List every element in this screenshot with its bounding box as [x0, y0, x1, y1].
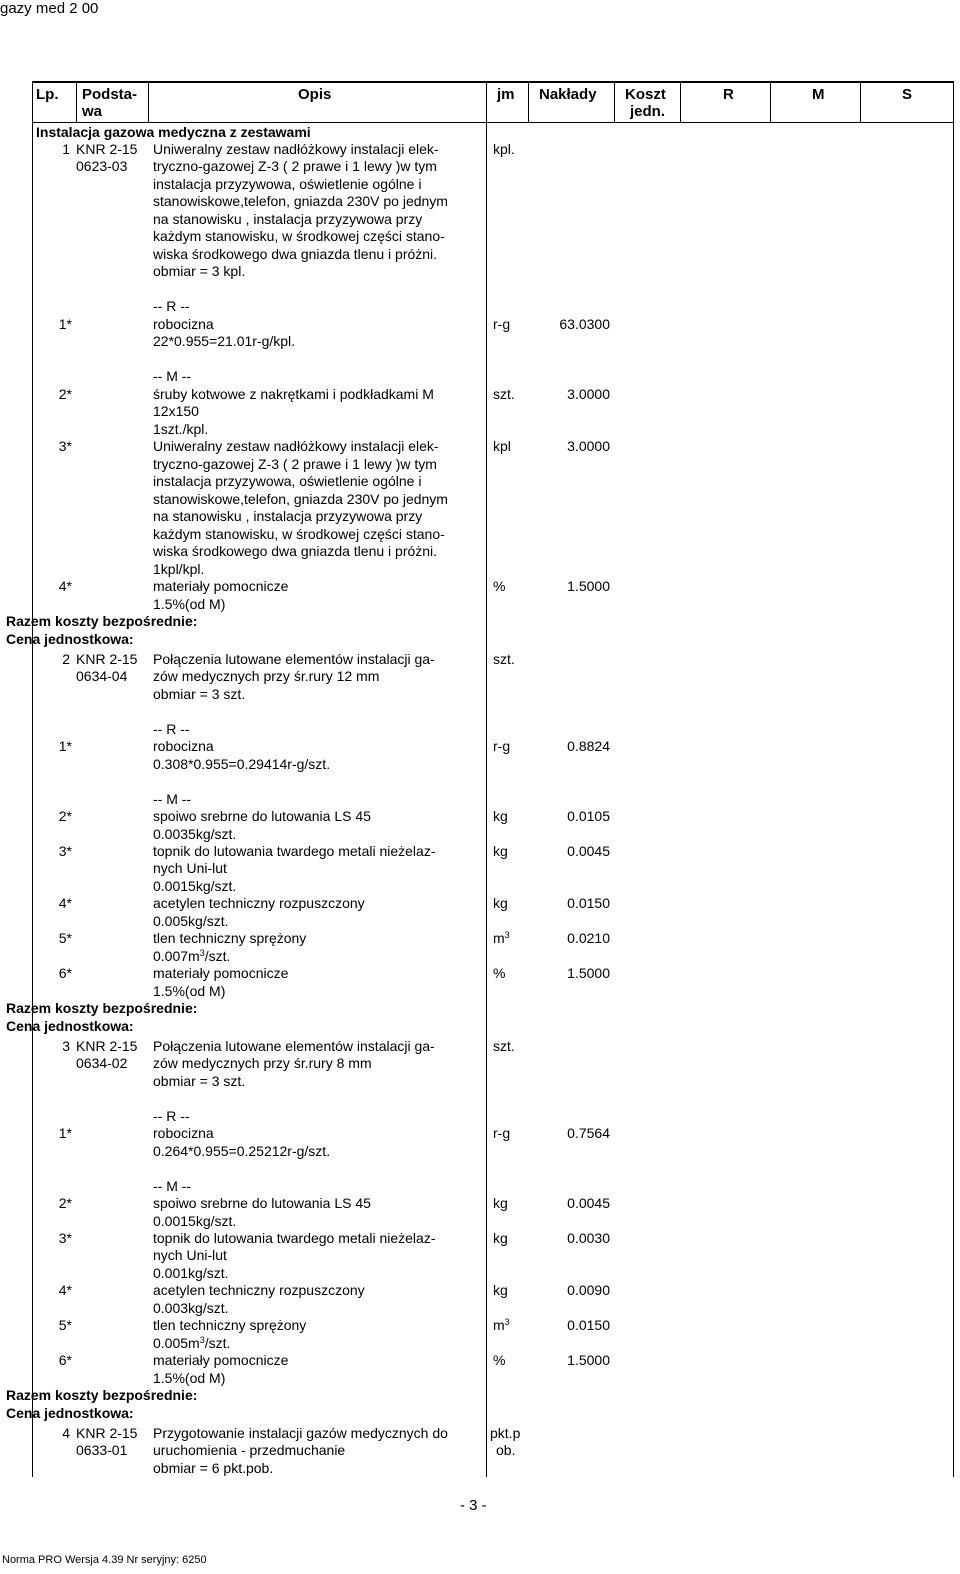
item-name: acetylen techniczny rozpuszczony — [153, 895, 365, 911]
header-lp: Lp. — [36, 86, 59, 103]
item-num: 6* — [58, 965, 72, 981]
item-name: tryczno-gazowej Z-3 ( 2 prawe i 1 lewy )w tym — [153, 456, 437, 472]
item-name: robocizna — [153, 1125, 214, 1141]
item-jm: kg — [493, 808, 508, 824]
item-num: 1* — [58, 316, 72, 332]
header-bottom-border — [32, 122, 954, 123]
item-value: 63.0300 — [559, 316, 610, 332]
item-norm: 0.0035kg/szt. — [153, 826, 237, 842]
group-label-m: -- M -- — [153, 791, 192, 807]
item-norm: 1.5%(od M) — [153, 596, 226, 612]
item-value: 0.0150 — [567, 895, 610, 911]
item-jm: $m^3$ — [493, 930, 510, 946]
item-num: 2* — [58, 1195, 72, 1211]
header-s: S — [902, 86, 913, 103]
razem-label: Razem koszty bezpośrednie: — [6, 1387, 198, 1403]
position-basis-code: 0634-04 — [76, 668, 128, 684]
item-name: stanowiskowe,telefon, gniazda 230V po jednym — [153, 491, 448, 507]
group-label-m: -- M -- — [153, 1178, 192, 1194]
group-label-r: -- R -- — [153, 1108, 190, 1124]
position-desc-line: każdym stanowisku, w środkowej części stano- — [153, 228, 445, 244]
item-value: 0.0210 — [567, 930, 610, 946]
item-jm: kg — [493, 1230, 508, 1246]
cena-label: Cena jednostkowa: — [6, 1405, 134, 1421]
group-label-r: -- R -- — [153, 298, 190, 314]
item-num: 3* — [58, 1230, 72, 1246]
col-divider-lp — [76, 81, 77, 123]
header-m: M — [812, 86, 825, 103]
col-divider-m — [860, 81, 861, 123]
item-num: 4* — [58, 895, 72, 911]
position-jm: kpl. — [493, 141, 515, 157]
item-jm: r-g — [493, 1125, 511, 1141]
position-desc-line: zów medycznych przy śr.rury 12 mm — [153, 668, 380, 684]
item-jm: kg — [493, 895, 508, 911]
page-number: - 3 - — [460, 1497, 487, 1514]
item-norm: $0.005m^3$/szt. — [153, 1335, 231, 1351]
item-value: 0.8824 — [567, 738, 610, 754]
position-desc-line: uruchomienia - przedmuchanie — [153, 1442, 346, 1458]
group-label-r: -- R -- — [153, 721, 190, 737]
item-jm: r-g — [493, 316, 511, 332]
item-name: 12x150 — [153, 403, 199, 419]
item-num: 5* — [58, 1317, 72, 1333]
item-num: 3* — [58, 438, 72, 454]
item-jm: r-g — [493, 738, 511, 754]
item-num: 1* — [58, 738, 72, 754]
item-name: tlen techniczny sprężony — [153, 930, 307, 946]
item-norm: 0.264*0.955=0.25212r-g/szt. — [153, 1143, 331, 1159]
item-jm: $m^3$ — [493, 1317, 510, 1333]
item-value: 1.5000 — [567, 578, 610, 594]
item-norm: 1.5%(od M) — [153, 983, 226, 999]
position-desc-line: tryczno-gazowej Z-3 ( 2 prawe i 1 lewy )w tym — [153, 158, 437, 174]
item-value: 1.5000 — [567, 1352, 610, 1368]
item-name: materiały pomocnicze — [153, 578, 289, 594]
item-jm: % — [493, 965, 506, 981]
item-num: 1* — [58, 1125, 72, 1141]
item-norm: 0.0015kg/szt. — [153, 878, 237, 894]
item-norm: 0.001kg/szt. — [153, 1265, 229, 1281]
position-desc-line: obmiar = 3 szt. — [153, 686, 246, 702]
item-name: na stanowisku , instalacja przyzywowa przy — [153, 508, 423, 524]
table-right-border — [953, 81, 954, 1477]
item-name: topnik do lutowania twardego metali nieżelaz- — [153, 843, 436, 859]
position-desc-line: stanowiskowe,telefon, gniazda 230V po jednym — [153, 193, 448, 209]
item-name: każdym stanowisku, w środkowej części stano- — [153, 526, 445, 542]
position-desc-line: obmiar = 3 kpl. — [153, 263, 246, 279]
header-koszt-1: Koszt — [625, 86, 666, 103]
position-desc-line: na stanowisku , instalacja przyzywowa przy — [153, 211, 423, 227]
col-divider-podstawa — [148, 81, 149, 123]
table-left-border — [32, 81, 33, 1477]
razem-label: Razem koszty bezpośrednie: — [6, 613, 198, 629]
position-desc-line: Połączenia lutowane elementów instalacji ga- — [153, 651, 435, 667]
item-value: 0.0150 — [567, 1317, 610, 1333]
item-name: instalacja przyzywowa, oświetlenie ogólne i — [153, 473, 422, 489]
header-opis: Opis — [298, 86, 332, 103]
item-name: robocizna — [153, 316, 214, 332]
header-koszt-2: jedn. — [630, 103, 666, 120]
position-basis-code: 0634-02 — [76, 1055, 128, 1071]
position-lp: 1 — [62, 141, 70, 157]
position-desc-line: obmiar = 3 szt. — [153, 1073, 246, 1089]
item-jm: kg — [493, 843, 508, 859]
item-norm: 1kpl/kpl. — [153, 561, 205, 577]
item-value: 0.0105 — [567, 808, 610, 824]
item-num: 2* — [58, 386, 72, 402]
item-jm: kpl — [493, 438, 511, 454]
document-title: gazy med 2 00 — [0, 0, 99, 17]
position-desc-line: zów medycznych przy śr.rury 8 mm — [153, 1055, 372, 1071]
item-jm: kg — [493, 1282, 508, 1298]
header-jm: jm — [497, 86, 515, 103]
item-name: topnik do lutowania twardego metali nieżelaz- — [153, 1230, 436, 1246]
cena-label: Cena jednostkowa: — [6, 1018, 134, 1034]
item-name: śruby kotwowe z nakrętkami i podkładkami M — [153, 386, 434, 402]
position-basis: KNR 2-15 — [76, 651, 138, 667]
item-value: 3.0000 — [567, 438, 610, 454]
item-name: tlen techniczny sprężony — [153, 1317, 307, 1333]
item-value: 1.5000 — [567, 965, 610, 981]
item-norm: $0.007m^3$/szt. — [153, 948, 231, 964]
col-divider-naklady — [614, 81, 615, 123]
col-divider-r — [770, 81, 771, 123]
table-top-border — [32, 81, 954, 83]
position-jm: pkt.p — [490, 1425, 521, 1441]
position-jm-cont: ob. — [496, 1442, 516, 1458]
item-name: wiska środkowego dwa gniazda tlenu i próżni. — [153, 543, 438, 559]
item-jm: % — [493, 578, 506, 594]
position-lp: 3 — [62, 1038, 70, 1054]
position-basis: KNR 2-15 — [76, 1425, 138, 1441]
position-desc-line: obmiar = 6 pkt.pob. — [153, 1460, 274, 1476]
item-norm: 0.0015kg/szt. — [153, 1213, 237, 1229]
col-divider-koszt — [680, 81, 681, 123]
col-divider-opis — [486, 81, 487, 1477]
item-value: 0.0045 — [567, 843, 610, 859]
item-jm: kg — [493, 1195, 508, 1211]
position-jm: szt. — [493, 651, 515, 667]
item-norm: 0.005kg/szt. — [153, 913, 229, 929]
position-lp: 4 — [62, 1425, 70, 1441]
item-value: 0.0090 — [567, 1282, 610, 1298]
item-jm: szt. — [493, 386, 515, 402]
position-desc-line: wiska środkowego dwa gniazda tlenu i próżni. — [153, 246, 438, 262]
position-desc-line: instalacja przyzywowa, oświetlenie ogólne i — [153, 176, 422, 192]
item-name: spoiwo srebrne do lutowania LS 45 — [153, 808, 371, 824]
position-desc-line: Uniweralny zestaw nadłóżkowy instalacji elek- — [153, 141, 439, 157]
position-basis-code: 0623-03 — [76, 158, 128, 174]
item-name: materiały pomocnicze — [153, 965, 289, 981]
item-num: 2* — [58, 808, 72, 824]
section-title: Instalacja gazowa medyczna z zestawami — [36, 124, 311, 140]
item-norm: 22*0.955=21.01r-g/kpl. — [153, 333, 296, 349]
item-num: 3* — [58, 843, 72, 859]
item-name: materiały pomocnicze — [153, 1352, 289, 1368]
position-basis: KNR 2-15 — [76, 141, 138, 157]
item-name: acetylen techniczny rozpuszczony — [153, 1282, 365, 1298]
item-jm: % — [493, 1352, 506, 1368]
group-label-m: -- M -- — [153, 368, 192, 384]
item-norm: 1szt./kpl. — [153, 421, 209, 437]
item-name: robocizna — [153, 738, 214, 754]
item-num: 5* — [58, 930, 72, 946]
header-naklady: Nakłady — [539, 86, 597, 103]
position-jm: szt. — [493, 1038, 515, 1054]
item-value: 0.0030 — [567, 1230, 610, 1246]
item-norm: 0.003kg/szt. — [153, 1300, 229, 1316]
item-value: 0.0045 — [567, 1195, 610, 1211]
item-norm: 0.308*0.955=0.29414r-g/szt. — [153, 756, 331, 772]
item-name: nych Uni-lut — [153, 1247, 227, 1263]
item-value: 3.0000 — [567, 386, 610, 402]
col-divider-jm — [528, 81, 529, 123]
header-podstawa-2: wa — [82, 103, 103, 120]
item-num: 4* — [58, 1282, 72, 1298]
item-name: nych Uni-lut — [153, 860, 227, 876]
position-basis: KNR 2-15 — [76, 1038, 138, 1054]
header-podstawa-1: Podsta- — [82, 86, 138, 103]
item-norm: 1.5%(od M) — [153, 1370, 226, 1386]
item-name: spoiwo srebrne do lutowania LS 45 — [153, 1195, 371, 1211]
header-r: R — [723, 86, 734, 103]
position-desc-line: Połączenia lutowane elementów instalacji ga- — [153, 1038, 435, 1054]
item-name: Uniweralny zestaw nadłóżkowy instalacji elek- — [153, 438, 439, 454]
position-basis-code: 0633-01 — [76, 1442, 128, 1458]
razem-label: Razem koszty bezpośrednie: — [6, 1000, 198, 1016]
position-desc-line: Przygotowanie instalacji gazów medycznych do — [153, 1425, 448, 1441]
software-footer: Norma PRO Wersja 4.39 Nr seryjny: 6250 — [2, 1554, 207, 1566]
position-lp: 2 — [62, 651, 70, 667]
item-num: 4* — [58, 578, 72, 594]
cena-label: Cena jednostkowa: — [6, 631, 134, 647]
item-num: 6* — [58, 1352, 72, 1368]
item-value: 0.7564 — [567, 1125, 610, 1141]
